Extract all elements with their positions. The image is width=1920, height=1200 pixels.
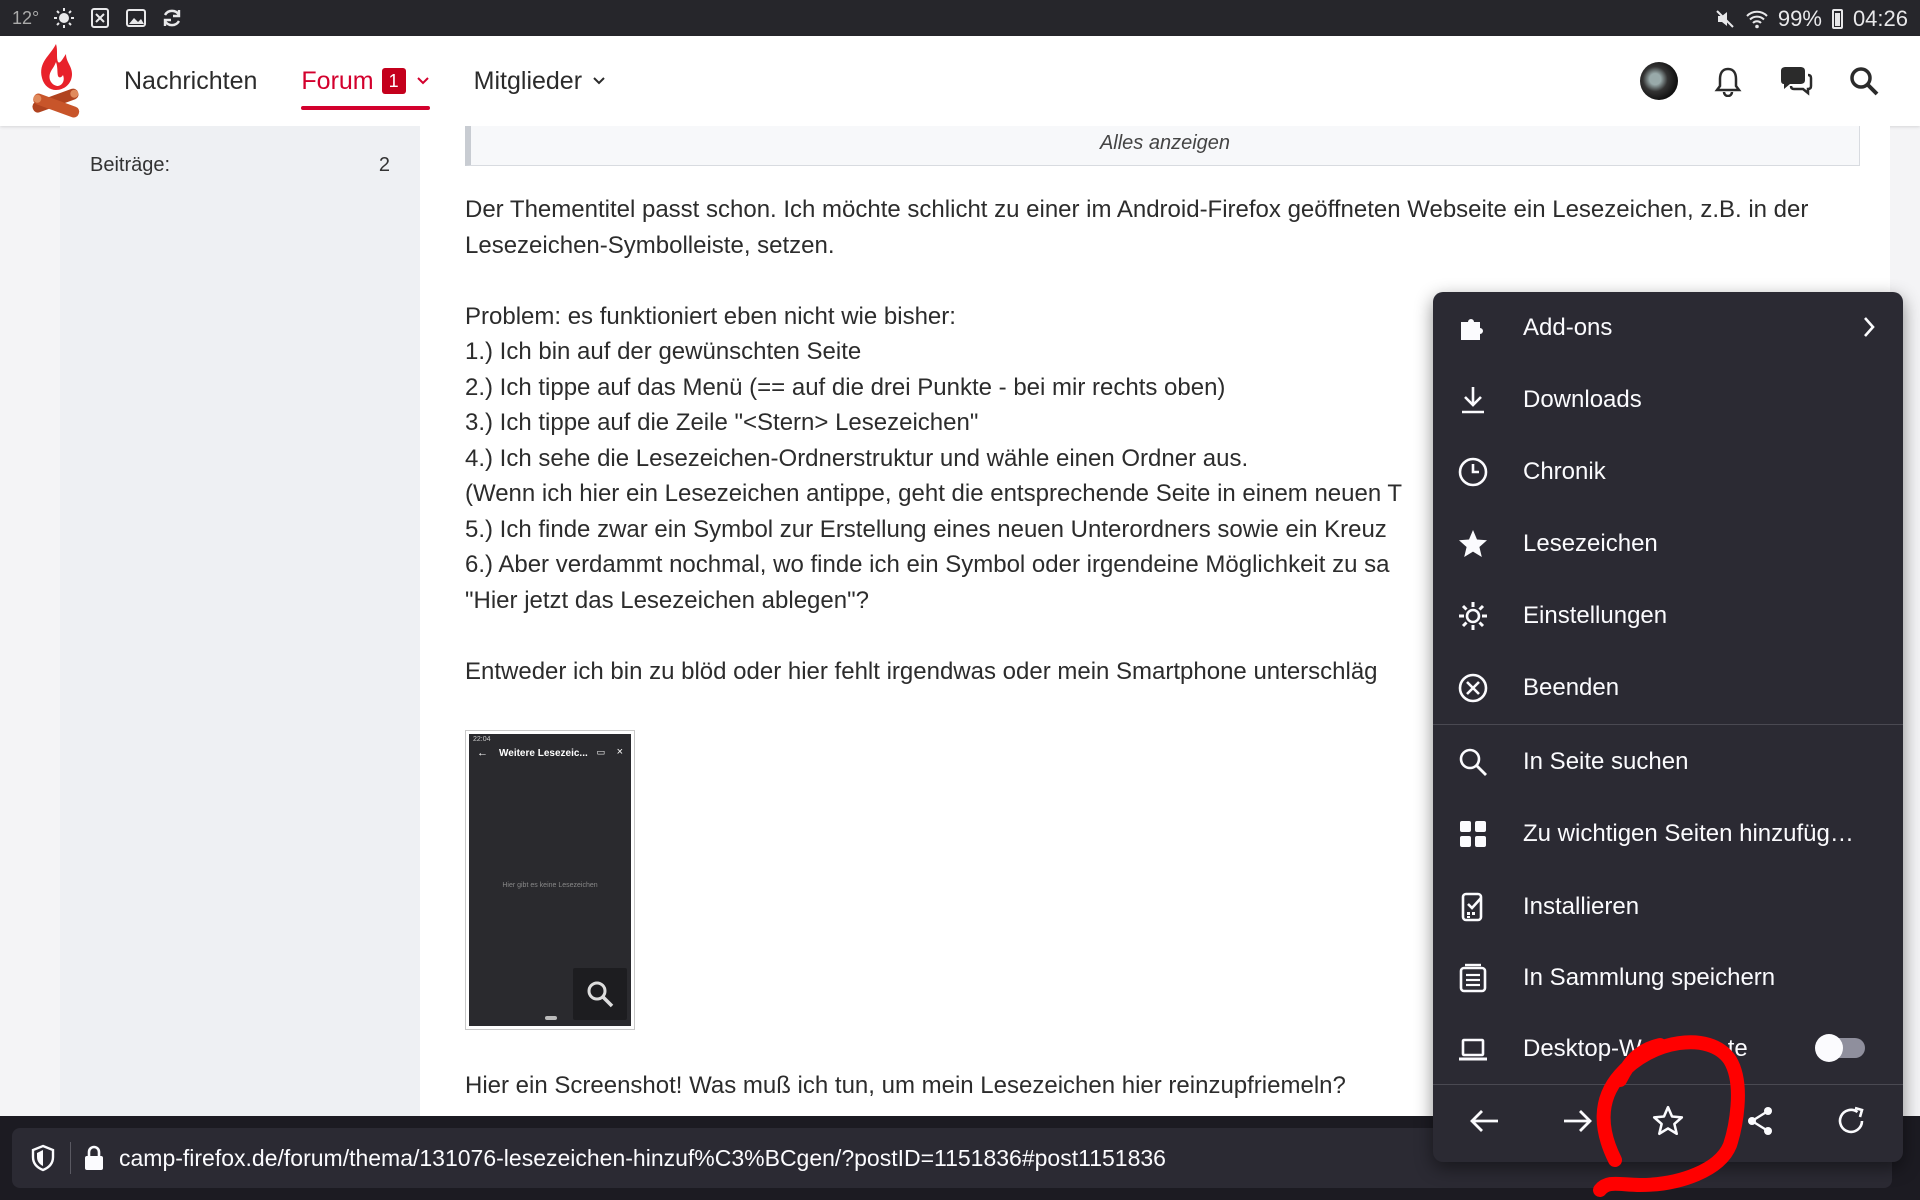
thumb-folder-icon: ▭ bbox=[596, 747, 605, 757]
bookmark-button[interactable] bbox=[1646, 1099, 1690, 1143]
zoom-icon bbox=[585, 979, 615, 1009]
thumb-nav-pill bbox=[545, 1016, 557, 1020]
reload-icon bbox=[1835, 1105, 1867, 1137]
battery-percent: 99% bbox=[1777, 6, 1822, 31]
url-text[interactable]: camp-firefox.de/forum/thema/131076-lesezeichen-hinzuf%C3%BCgen/?postID=1151836#post1151836 bbox=[119, 1144, 1166, 1171]
menu-item-label: Chronik bbox=[1523, 458, 1606, 485]
nav-mitglieder[interactable] bbox=[474, 36, 606, 126]
collection-icon bbox=[1457, 962, 1489, 994]
menu-item-downloads[interactable] bbox=[1433, 370, 1903, 430]
clock-icon bbox=[1457, 456, 1489, 488]
main-nav bbox=[124, 36, 606, 126]
back-button[interactable] bbox=[1463, 1099, 1507, 1143]
star-filled-icon bbox=[1457, 528, 1489, 560]
menu-item-installieren[interactable] bbox=[1433, 877, 1903, 937]
chevron-right-icon bbox=[1861, 315, 1877, 339]
share-icon bbox=[1744, 1105, 1776, 1137]
post-line: 3.) Ich tippe auf die Zeile "<Stern> Lesezeichen" bbox=[465, 409, 979, 436]
menu-item-save-collection[interactable] bbox=[1433, 948, 1903, 1008]
battery-icon bbox=[1832, 9, 1843, 29]
menu-item-label: Desktop-W te bbox=[1523, 1035, 1748, 1062]
menu-item-label: Zu wichtigen Seiten hinzufüg… bbox=[1523, 820, 1854, 847]
menu-item-label: Downloads bbox=[1523, 386, 1642, 413]
chevron-down-icon bbox=[592, 76, 606, 86]
post-line: Entweder ich bin zu blöd oder hier fehlt irgendwas oder mein Smartphone unterschläg bbox=[465, 657, 1378, 685]
thumb-time: 22:04 bbox=[473, 736, 491, 743]
wifi-icon bbox=[1746, 8, 1768, 30]
close-circle-icon bbox=[1457, 672, 1489, 704]
search-icon bbox=[1457, 746, 1489, 778]
post-last-line: Hier ein Screenshot! Was muß ich tun, um mein Lesezeichen hier reinzupfriemeln? bbox=[465, 1072, 1346, 1099]
android-status-bar bbox=[0, 0, 1920, 36]
temperature-text: 12° bbox=[12, 7, 40, 28]
posts-count-row bbox=[90, 154, 390, 177]
menu-item-label: Lesezeichen bbox=[1523, 530, 1658, 557]
firefox-main-menu bbox=[1433, 292, 1903, 1162]
thumb-empty-text: Hier gibt es keine Lesezeichen bbox=[502, 882, 598, 889]
menu-divider bbox=[1433, 724, 1903, 725]
nav-mitglieder-label: Mitglieder bbox=[473, 66, 583, 95]
nav-forum-label: Forum bbox=[301, 66, 374, 95]
desktop-site-toggle[interactable] bbox=[1819, 1038, 1865, 1058]
menu-item-lesezeichen[interactable] bbox=[1433, 514, 1903, 574]
star-outline-icon bbox=[1651, 1104, 1685, 1138]
post-line: (Wenn ich hier ein Lesezeichen antippe, geht die entsprechende Seite in einem neuen T bbox=[465, 480, 1403, 507]
puzzle-icon bbox=[1457, 312, 1489, 344]
download-icon bbox=[1457, 384, 1489, 416]
post-line: 4.) Ich sehe die Lesezeichen-Ordnerstruktur und wähle einen Ordner aus. bbox=[465, 444, 1249, 472]
forward-button[interactable] bbox=[1555, 1099, 1599, 1143]
menu-item-addons[interactable] bbox=[1433, 298, 1903, 358]
thumb-close-icon: × bbox=[616, 746, 623, 758]
post-paragraph: Der Thementitel passt schon. Ich möchte schlicht zu einer im Android-Firefox geöffneten Webseite ein Lesezeichen, z.B. in der Lesezeichen-Symbolleiste, setzen. bbox=[465, 196, 1809, 259]
user-avatar[interactable] bbox=[1640, 62, 1678, 100]
chevron-down-icon bbox=[416, 76, 430, 86]
nav-forum[interactable] bbox=[301, 36, 429, 126]
attachment-thumbnail[interactable] bbox=[465, 730, 635, 1030]
menu-item-add-top-sites[interactable] bbox=[1433, 804, 1903, 864]
menu-item-label: In Sammlung speichern bbox=[1523, 964, 1776, 991]
menu-item-label: Add-ons bbox=[1523, 314, 1613, 341]
tracking-shield-icon[interactable] bbox=[28, 1143, 58, 1173]
reload-button[interactable] bbox=[1829, 1099, 1873, 1143]
image-icon bbox=[125, 7, 147, 29]
menu-item-desktop-site[interactable] bbox=[1433, 1019, 1903, 1079]
arrow-right-icon bbox=[1560, 1106, 1594, 1136]
zoom-button[interactable] bbox=[573, 968, 627, 1020]
bell-icon[interactable] bbox=[1712, 65, 1744, 97]
posts-label: Beiträge: bbox=[90, 154, 171, 176]
lock-icon[interactable] bbox=[79, 1143, 109, 1173]
menu-item-einstellungen[interactable] bbox=[1433, 586, 1903, 646]
thumb-back-icon: ← bbox=[477, 747, 488, 759]
menu-item-label: Beenden bbox=[1523, 674, 1620, 701]
sync-icon bbox=[161, 7, 183, 29]
mute-icon bbox=[1714, 8, 1736, 30]
post-line: 2.) Ich tippe auf das Menü (== auf die drei Punkte - bei mir rechts oben) bbox=[465, 373, 1226, 401]
laptop-icon bbox=[1457, 1033, 1489, 1065]
quote-show-all[interactable]: Alles anzeigen bbox=[465, 126, 1860, 166]
nav-nachrichten-label: Nachrichten bbox=[124, 66, 258, 95]
forum-header bbox=[0, 36, 1920, 126]
install-icon bbox=[1457, 891, 1489, 923]
camp-firefox-logo[interactable] bbox=[28, 40, 84, 120]
forum-count-badge: 1 bbox=[382, 68, 406, 94]
user-info-sidebar bbox=[60, 126, 420, 1116]
menu-item-find-in-page[interactable] bbox=[1433, 732, 1903, 792]
app-notification-icon bbox=[89, 7, 111, 29]
thumb-title: Weitere Lesezeic... bbox=[499, 748, 588, 759]
gear-icon bbox=[1457, 600, 1489, 632]
grid-icon bbox=[1457, 818, 1489, 850]
share-button[interactable] bbox=[1738, 1099, 1782, 1143]
menu-item-chronik[interactable] bbox=[1433, 442, 1903, 502]
weather-icon bbox=[53, 7, 75, 29]
menu-nav-row bbox=[1433, 1080, 1903, 1162]
clock-time: 04:26 bbox=[1852, 6, 1908, 31]
post-line: 5.) Ich finde zwar ein Symbol zur Erstellung eines neuen Unterordners sowie ein Kreuz bbox=[465, 515, 1387, 543]
arrow-left-icon bbox=[1468, 1106, 1502, 1136]
post-line: Problem: es funktioniert eben nicht wie bisher: bbox=[465, 302, 956, 330]
conversations-icon[interactable] bbox=[1778, 65, 1814, 97]
search-icon[interactable] bbox=[1848, 65, 1880, 97]
posts-value: 2 bbox=[378, 154, 390, 176]
post-line: 1.) Ich bin auf der gewünschten Seite bbox=[465, 338, 862, 365]
menu-item-label: Installieren bbox=[1523, 893, 1640, 920]
post-line: 6.) Aber verdammt nochmal, wo finde ich ein Symbol oder irgendeine Möglichkeit zu sa bbox=[465, 551, 1390, 578]
menu-item-label: Einstellungen bbox=[1523, 602, 1668, 629]
menu-item-beenden[interactable] bbox=[1433, 658, 1903, 718]
post-line: "Hier jetzt das Lesezeichen ablegen"? bbox=[465, 586, 869, 614]
url-separator bbox=[70, 1142, 71, 1174]
nav-nachrichten[interactable] bbox=[124, 36, 257, 126]
menu-item-label: In Seite suchen bbox=[1523, 748, 1689, 775]
